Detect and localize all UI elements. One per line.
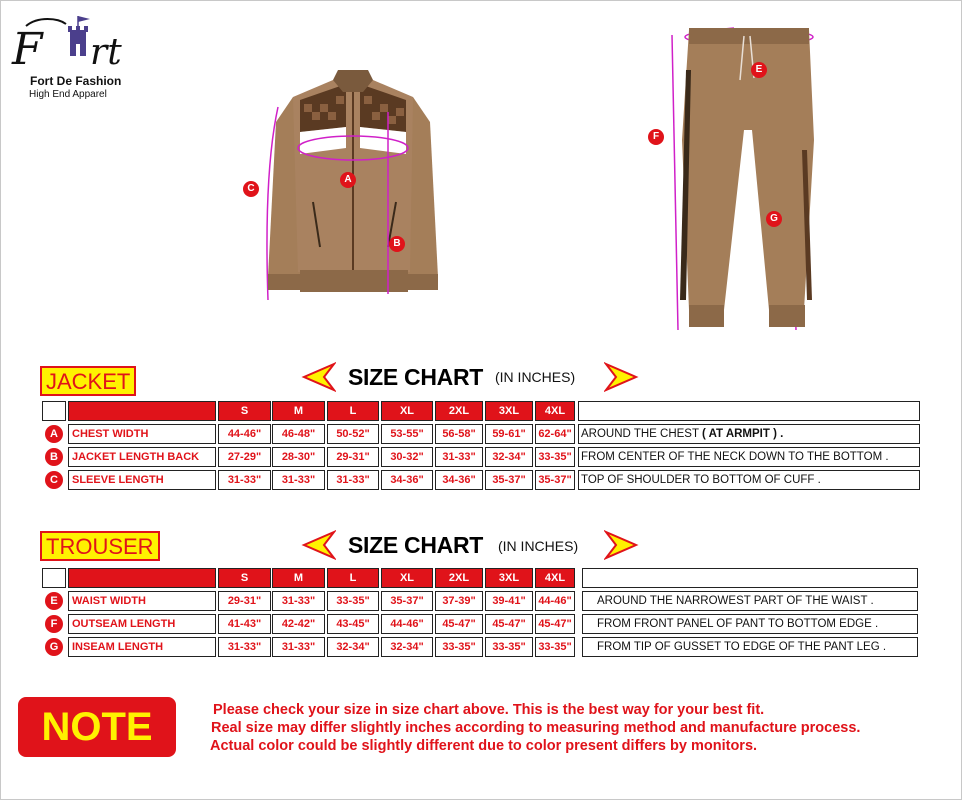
measure-label: CHEST WIDTH bbox=[68, 424, 216, 444]
jacket-illustration bbox=[238, 62, 468, 312]
size-value-cell: 31-33" bbox=[272, 470, 325, 490]
corner-cell bbox=[42, 568, 66, 588]
size-value-cell: 33-35" bbox=[535, 447, 575, 467]
trouser-chart-title: SIZE CHART bbox=[348, 532, 484, 558]
note-line: Real size may differ slightly inches according to measuring method and manufacture process. bbox=[211, 720, 861, 736]
measure-marker-e: E bbox=[45, 592, 63, 610]
measure-label: SLEEVE LENGTH bbox=[68, 470, 216, 490]
size-value-cell: 35-37" bbox=[535, 470, 575, 490]
size-header-xl: XL bbox=[381, 568, 433, 588]
size-header-2xl: 2XL bbox=[435, 568, 483, 588]
size-header-3xl: 3XL bbox=[485, 401, 533, 421]
measure-marker-a: A bbox=[45, 425, 63, 443]
size-value-cell: 62-64" bbox=[535, 424, 575, 444]
size-header-m: M bbox=[272, 401, 325, 421]
description-text: AROUND THE CHEST bbox=[581, 428, 702, 440]
size-value-cell: 29-31" bbox=[327, 447, 379, 467]
jacket-section-label: JACKET bbox=[40, 366, 136, 396]
size-value-cell: 44-46" bbox=[535, 591, 575, 611]
header-label-cell bbox=[68, 568, 216, 588]
arrow-left-icon bbox=[300, 530, 336, 560]
brand-logo bbox=[8, 14, 143, 104]
measure-marker-b: B bbox=[45, 448, 63, 466]
size-header-xl: XL bbox=[381, 401, 433, 421]
size-value-cell: 31-33" bbox=[272, 637, 325, 657]
size-value-cell: 53-55" bbox=[381, 424, 433, 444]
size-header-2xl: 2XL bbox=[435, 401, 483, 421]
size-header-4xl: 4XL bbox=[535, 568, 575, 588]
jacket-chart-title: SIZE CHART bbox=[348, 364, 484, 390]
size-value-cell: 37-39" bbox=[435, 591, 483, 611]
size-value-cell: 33-35" bbox=[327, 591, 379, 611]
size-value-cell: 41-43" bbox=[218, 614, 271, 634]
size-value-cell: 31-33" bbox=[218, 637, 271, 657]
size-header-s: S bbox=[218, 401, 271, 421]
trouser-illustration bbox=[664, 20, 824, 335]
measure-description: FROM CENTER OF THE NECK DOWN TO THE BOTTOM . bbox=[578, 447, 920, 467]
measure-label: OUTSEAM LENGTH bbox=[68, 614, 216, 634]
size-header-3xl: 3XL bbox=[485, 568, 533, 588]
jacket-marker-c: C bbox=[243, 181, 259, 197]
measure-description: AROUND THE NARROWEST PART OF THE WAIST . bbox=[582, 591, 918, 611]
trouser-marker-f: F bbox=[648, 129, 664, 145]
size-value-cell: 32-34" bbox=[381, 637, 433, 657]
jacket-units-note: (IN INCHES) bbox=[495, 369, 576, 385]
measure-label: JACKET LENGTH BACK bbox=[68, 447, 216, 467]
description-header-cell bbox=[582, 568, 918, 588]
jacket-marker-a: A bbox=[340, 172, 356, 188]
size-value-cell: 33-35" bbox=[535, 637, 575, 657]
svg-text:F: F bbox=[12, 24, 43, 74]
measure-description: FROM TIP OF GUSSET TO EDGE OF THE PANT LEG . bbox=[582, 637, 918, 657]
trouser-section-label: TROUSER bbox=[40, 531, 160, 561]
size-value-cell: 34-36" bbox=[381, 470, 433, 490]
size-value-cell: 39-41" bbox=[485, 591, 533, 611]
fort-logo-mark bbox=[8, 14, 143, 74]
description-header-cell bbox=[578, 401, 920, 421]
measure-description: FROM FRONT PANEL OF PANT TO BOTTOM EDGE . bbox=[582, 614, 918, 634]
size-header-m: M bbox=[272, 568, 325, 588]
size-value-cell: 59-61" bbox=[485, 424, 533, 444]
size-value-cell: 35-37" bbox=[485, 470, 533, 490]
measure-marker-f: F bbox=[45, 615, 63, 633]
jacket-marker-b: B bbox=[389, 236, 405, 252]
size-value-cell: 43-45" bbox=[327, 614, 379, 634]
size-value-cell: 29-31" bbox=[218, 591, 271, 611]
description-emphasis: ( AT ARMPIT ) . bbox=[701, 428, 784, 440]
size-value-cell: 28-30" bbox=[272, 447, 325, 467]
size-value-cell: 45-47" bbox=[435, 614, 483, 634]
header-label-cell bbox=[68, 401, 216, 421]
note-line: Actual color could be slightly different due to color present differs by monitors. bbox=[210, 738, 758, 754]
size-value-cell: 31-33" bbox=[327, 470, 379, 490]
measure-label: INSEAM LENGTH bbox=[68, 637, 216, 657]
brand-tagline: High End Apparel bbox=[29, 89, 107, 100]
size-value-cell: 30-32" bbox=[381, 447, 433, 467]
size-value-cell: 45-47" bbox=[485, 614, 533, 634]
trouser-marker-e: E bbox=[751, 62, 767, 78]
note-badge: NOTE bbox=[18, 697, 176, 757]
size-value-cell: 31-33" bbox=[218, 470, 271, 490]
size-value-cell: 33-35" bbox=[485, 637, 533, 657]
size-value-cell: 44-46" bbox=[218, 424, 271, 444]
note-line: Please check your size in size chart above. This is the best way for your best fit. bbox=[213, 702, 765, 718]
size-header-4xl: 4XL bbox=[535, 401, 575, 421]
size-value-cell: 32-34" bbox=[327, 637, 379, 657]
corner-cell bbox=[42, 401, 66, 421]
size-value-cell: 42-42" bbox=[272, 614, 325, 634]
size-header-l: L bbox=[327, 401, 379, 421]
brand-name: Fort De Fashion bbox=[30, 74, 122, 88]
size-value-cell: 45-47" bbox=[535, 614, 575, 634]
size-header-s: S bbox=[218, 568, 271, 588]
size-value-cell: 56-58" bbox=[435, 424, 483, 444]
arrow-right-icon bbox=[604, 530, 640, 560]
arrow-right-icon bbox=[604, 362, 640, 392]
size-value-cell: 33-35" bbox=[435, 637, 483, 657]
arrow-left-icon bbox=[300, 362, 336, 392]
size-value-cell: 34-36" bbox=[435, 470, 483, 490]
size-value-cell: 35-37" bbox=[381, 591, 433, 611]
size-value-cell: 46-48" bbox=[272, 424, 325, 444]
size-value-cell: 44-46" bbox=[381, 614, 433, 634]
size-header-l: L bbox=[327, 568, 379, 588]
trouser-marker-g: G bbox=[766, 211, 782, 227]
measure-description bbox=[578, 424, 920, 444]
size-value-cell: 31-33" bbox=[435, 447, 483, 467]
size-value-cell: 50-52" bbox=[327, 424, 379, 444]
measure-marker-c: C bbox=[45, 471, 63, 489]
size-value-cell: 27-29" bbox=[218, 447, 271, 467]
size-value-cell: 31-33" bbox=[272, 591, 325, 611]
measure-marker-g: G bbox=[45, 638, 63, 656]
svg-text:rt: rt bbox=[90, 32, 122, 73]
size-value-cell: 32-34" bbox=[485, 447, 533, 467]
measure-description: TOP OF SHOULDER TO BOTTOM OF CUFF . bbox=[578, 470, 920, 490]
measure-label: WAIST WIDTH bbox=[68, 591, 216, 611]
trouser-units-note: (IN INCHES) bbox=[498, 538, 579, 554]
